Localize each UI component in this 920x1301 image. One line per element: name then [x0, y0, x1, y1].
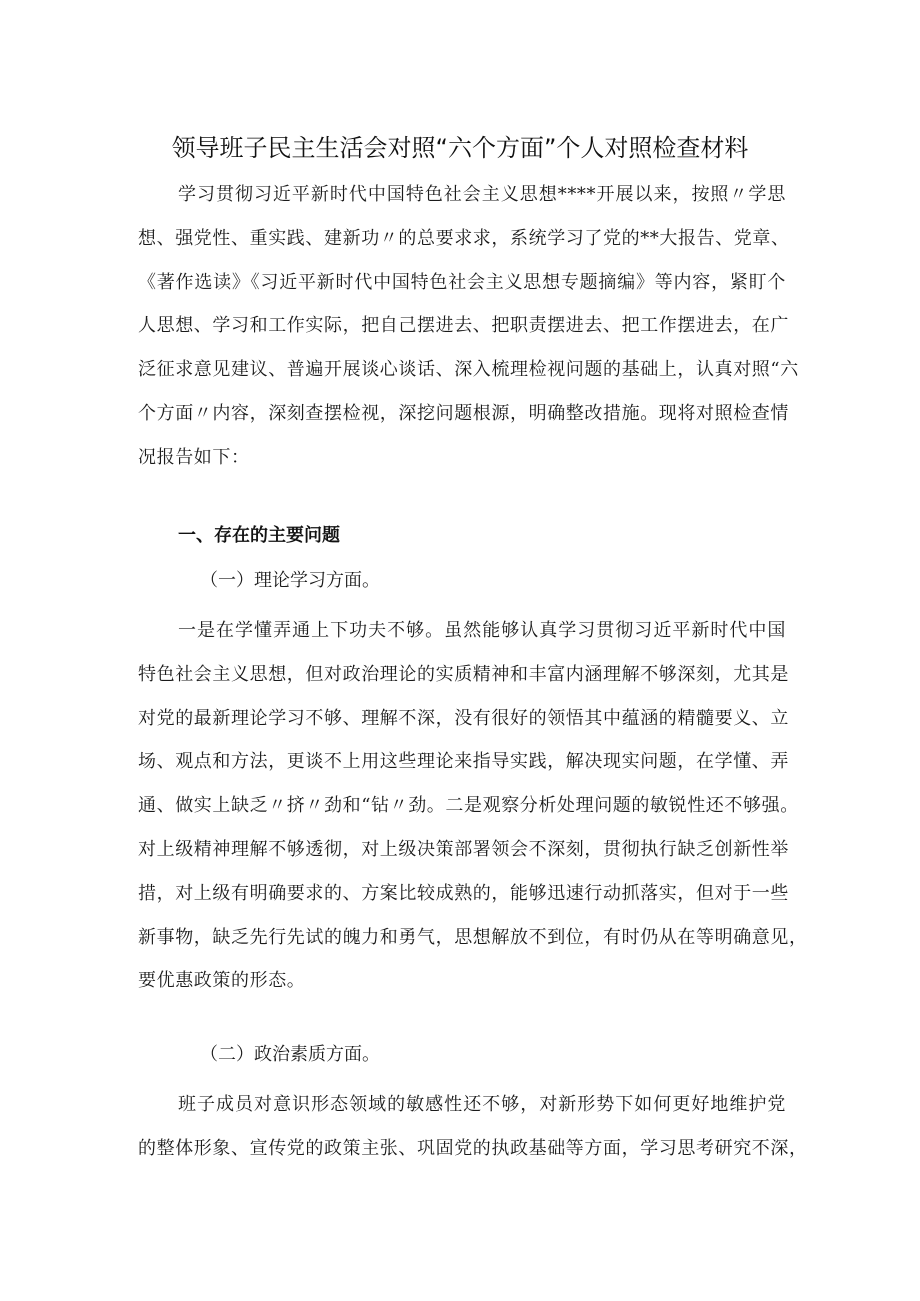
- paragraph-line: 要优惠政策的形态。: [138, 970, 306, 992]
- paragraph-line: 通、做实上缺乏〃挤〃劲和“钻〃劲。二是观察分析处理问题的敏锐性还不够强。: [138, 795, 799, 817]
- intro-line: 《著作选读》《习近平新时代中国特色社会主义思想专题摘编》等内容，紧盯个: [138, 271, 786, 293]
- paragraph-line: 的整体形象、宣传党的政策主张、巩固党的执政基础等方面，学习思考研究不深，: [138, 1137, 808, 1159]
- paragraph-line: 对党的最新理论学习不够、理解不深，没有很好的领悟其中蕴涵的精髓要义、立: [138, 707, 789, 729]
- theory-study-paragraph: [138, 609, 808, 1003]
- paragraph-line: 一是在学懂弄通上下功夫不够。虽然能够认真学习贯彻习近平新时代中国: [178, 620, 786, 641]
- intro-line: 想、强党性、重实践、建新功〃的总要求求，系统学习了党的**大报告、党章、: [138, 227, 790, 249]
- paragraph-line: 场、观点和方法，更谈不上用这些理论来指导实践，解决现实问题，在学懂、弄: [138, 751, 789, 773]
- paragraph-line: 措，对上级有明确要求的、方案比较成熟的，能够迅速行动抓落实，但对于一些: [138, 882, 789, 904]
- intro-line: 泛征求意见建议、普遍开展谈心谈话、深入梳理检视问题的基础上，认真对照“六: [138, 359, 799, 381]
- sub-heading-political-quality: （二）政治素质方面。: [200, 1044, 380, 1065]
- intro-line: 况报告如下：: [138, 446, 250, 468]
- paragraph-line: 特色社会主义思想，但对政治理论的实质精神和丰富内涵理解不够深刻，尤其是: [138, 663, 789, 685]
- paragraph-line: 对上级精神理解不够透彻，对上级决策部署领会不深刻，贯彻执行缺乏创新性举: [138, 838, 789, 860]
- intro-line: 人思想、学习和工作实际，把自己摆进去、把职责摆进去、把工作摆进去，在广: [138, 315, 789, 337]
- sub-heading-theory-study: （一）理论学习方面。: [200, 570, 380, 591]
- paragraph-line: 新事物，缺乏先行先试的魄力和勇气，思想解放不到位，有时仍从在等明确意见，: [138, 926, 808, 948]
- document-title: 领导班子民主生活会对照“六个方面”个人对照检查材料: [171, 134, 749, 162]
- political-quality-paragraph: [138, 1083, 808, 1171]
- paragraph-line: 班子成员对意识形态领域的敏感性还不够，对新形势下如何更好地维护党: [178, 1094, 786, 1115]
- intro-line: 个方面〃内容，深刻查摆检视，深挖问题根源，明确整改措施。现将对照检查情: [138, 402, 789, 424]
- section-heading-main-problems: 一、存在的主要问题: [178, 525, 340, 546]
- intro-line: 学习贯彻习近平新时代中国特色社会主义思想****开展以来，按照〃学思: [178, 184, 786, 205]
- intro-paragraph: [138, 173, 799, 480]
